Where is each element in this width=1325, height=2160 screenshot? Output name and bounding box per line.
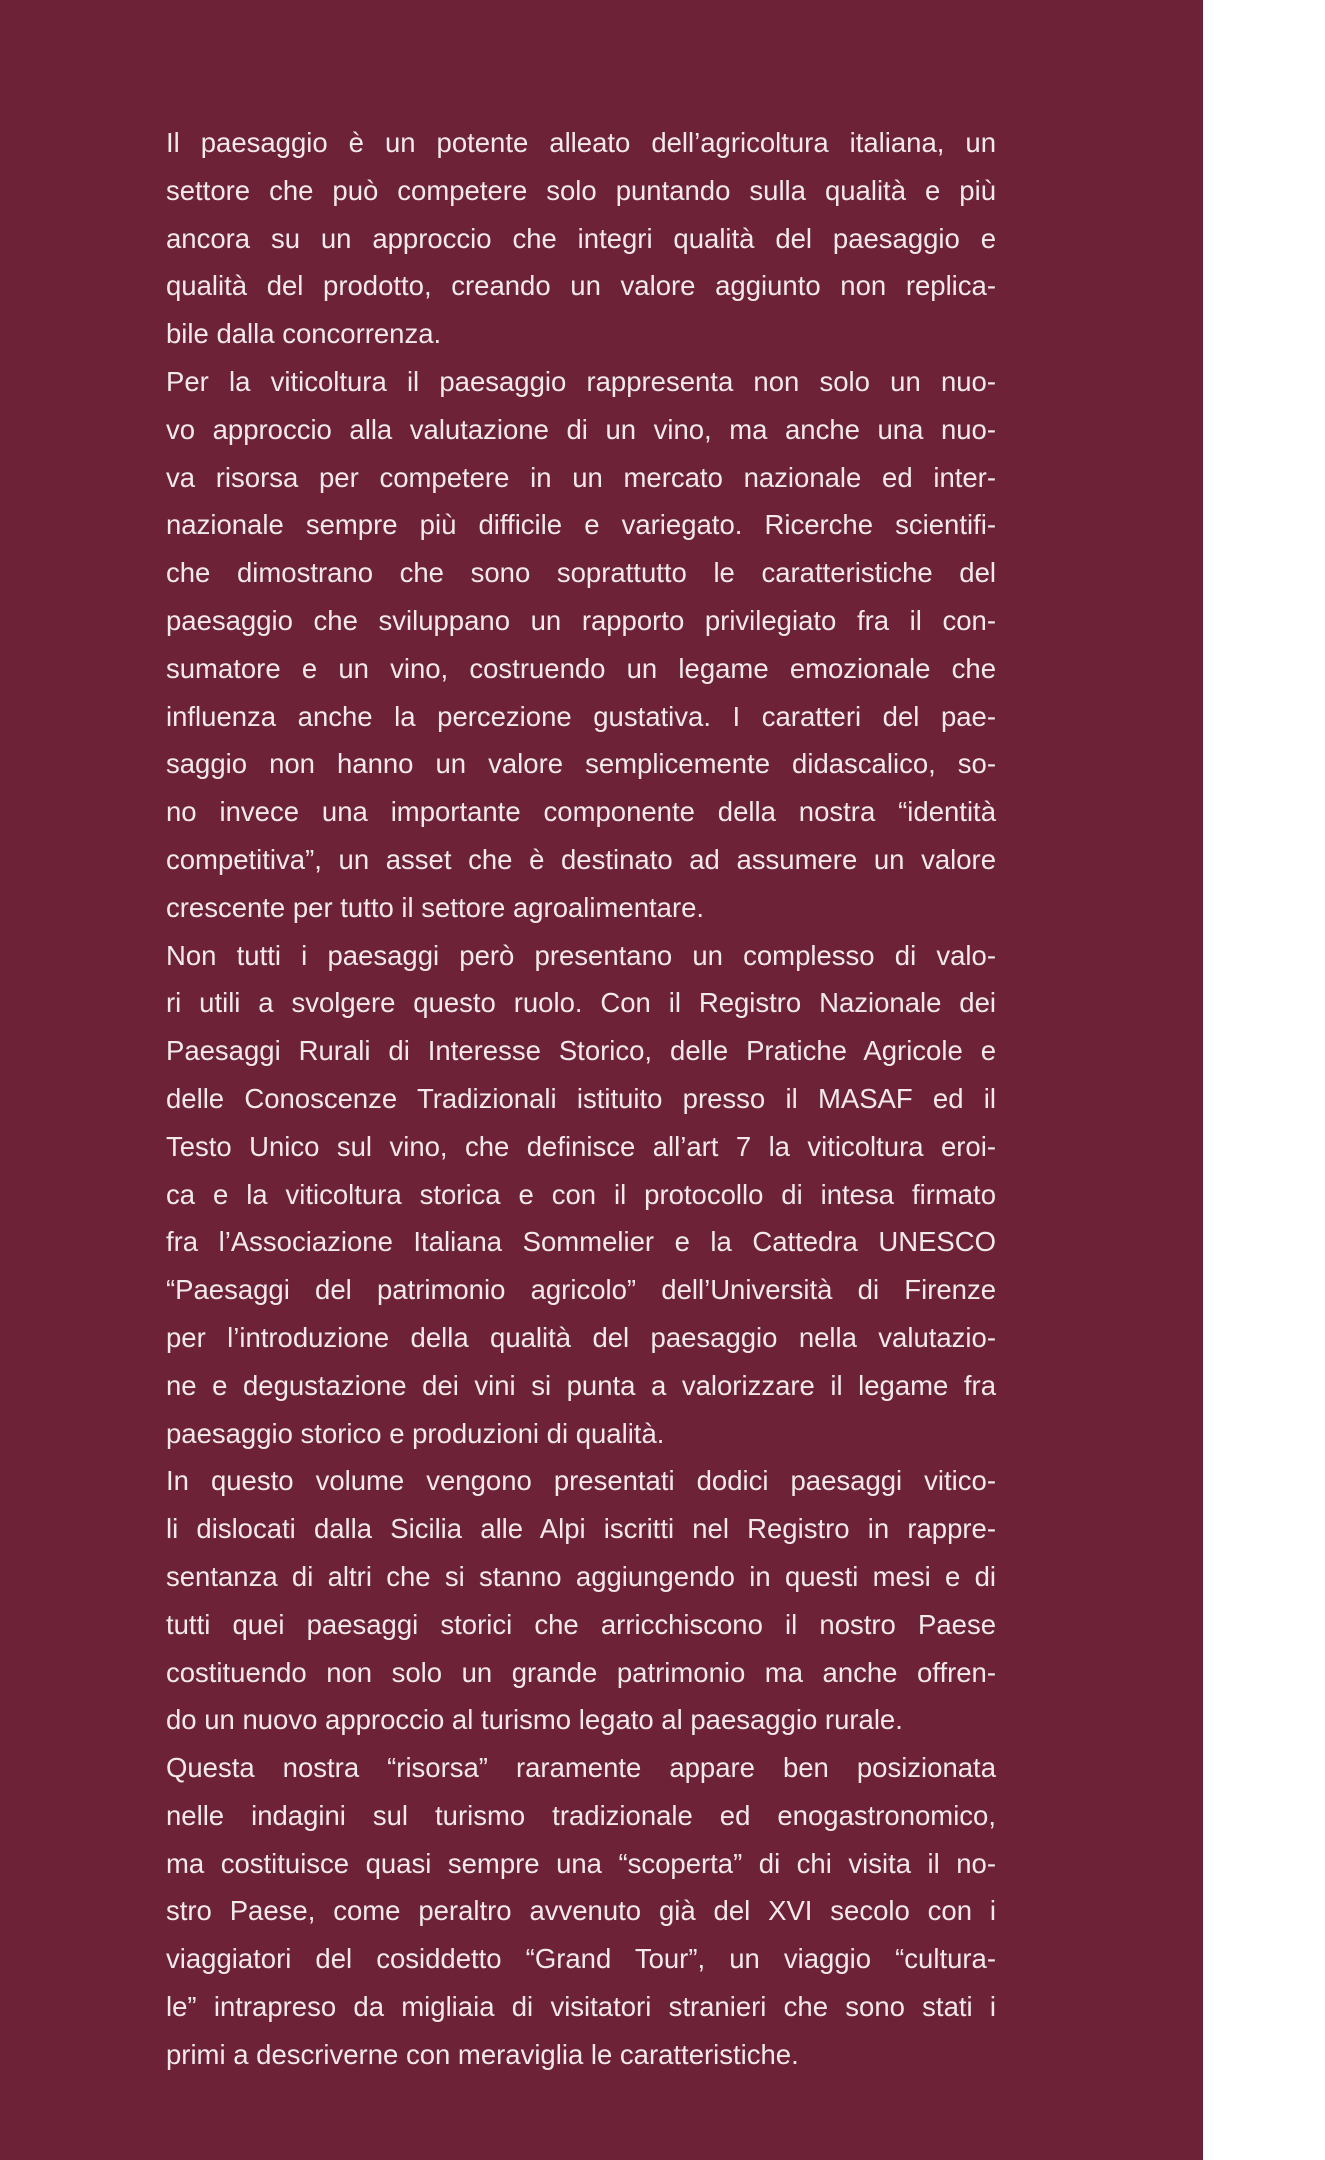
text-line: primi a descriverne con meraviglia le caratteristiche.	[166, 2038, 799, 2070]
text-line: qualità del prodotto, creando un valore aggiunto non replica-	[166, 270, 996, 302]
text-line: ma costituisce quasi sempre una “scoperta” di chi visita il no-	[166, 1847, 996, 1879]
text-line: ri utili a svolgere questo ruolo. Con il Registro Nazionale dei	[166, 987, 996, 1019]
text-line: Per la viticoltura il paesaggio rappresenta non solo un nuo-	[166, 365, 996, 397]
text-line: competitiva”, un asset che è destinato ad assumere un valore	[166, 843, 996, 875]
paragraph-5	[166, 1744, 996, 2079]
text-line: delle Conoscenze Tradizionali istituito presso il MASAF ed il	[166, 1082, 996, 1114]
text-line: ne e degustazione dei vini si punta a valorizzare il legame fra	[166, 1369, 996, 1401]
text-line: fra l’Associazione Italiana Sommelier e la Cattedra UNESCO	[166, 1226, 996, 1258]
paragraph-1	[166, 119, 996, 358]
text-line: le” intrapreso da migliaia di visitatori stranieri che sono stati i	[166, 1991, 996, 2023]
text-line: In questo volume vengono presentati dodici paesaggi vitico-	[166, 1465, 996, 1497]
text-line: ca e la viticoltura storica e con il protocollo di intesa firmato	[166, 1178, 996, 1210]
text-line: settore che può competere solo puntando sulla qualità e più	[166, 174, 996, 206]
text-line: Non tutti i paesaggi però presentano un complesso di valo-	[166, 939, 996, 971]
text-line: nelle indagini sul turismo tradizionale ed enogastronomico,	[166, 1799, 996, 1831]
text-line: nazionale sempre più difficile e variegato. Ricerche scientifi-	[166, 509, 996, 541]
text-line: paesaggio che sviluppano un rapporto privilegiato fra il con-	[166, 604, 996, 636]
text-line: costituendo non solo un grande patrimonio ma anche offren-	[166, 1656, 996, 1688]
paragraph-2	[166, 358, 996, 932]
text-line: Paesaggi Rurali di Interesse Storico, delle Pratiche Agricole e	[166, 1035, 996, 1067]
text-line: va risorsa per competere in un mercato nazionale ed inter-	[166, 461, 996, 493]
text-line: Testo Unico sul vino, che definisce all’art 7 la viticoltura eroi-	[166, 1130, 996, 1162]
text-line: paesaggio storico e produzioni di qualità.	[166, 1417, 665, 1449]
paragraph-4	[166, 1457, 996, 1744]
text-line: influenza anche la percezione gustativa. I caratteri del pae-	[166, 700, 996, 732]
text-line: Il paesaggio è un potente alleato dell’agricoltura italiana, un	[166, 127, 996, 158]
text-line: do un nuovo approccio al turismo legato al paesaggio rurale.	[166, 1704, 903, 1736]
text-line: sentanza di altri che si stanno aggiungendo in questi mesi e di	[166, 1560, 996, 1592]
text-line: Questa nostra “risorsa” raramente appare ben posizionata	[166, 1752, 996, 1784]
paragraph-3	[166, 932, 996, 1458]
text-line: bile dalla concorrenza.	[166, 318, 442, 350]
text-line: tutti quei paesaggi storici che arricchiscono il nostro Paese	[166, 1608, 996, 1640]
text-line: “Paesaggi del patrimonio agricolo” dell’Università di Firenze	[166, 1274, 996, 1306]
text-line: li dislocati dalla Sicilia alle Alpi iscritti nel Registro in rappre-	[166, 1513, 996, 1545]
text-line: che dimostrano che sono soprattutto le caratteristiche del	[166, 557, 996, 589]
text-line: no invece una importante componente della nostra “identità	[166, 796, 996, 828]
text-line: stro Paese, come peraltro avvenuto già del XVI secolo con i	[166, 1895, 996, 1927]
text-line: sumatore e un vino, costruendo un legame emozionale che	[166, 652, 996, 684]
text-line: vo approccio alla valutazione di un vino, ma anche una nuo-	[166, 413, 996, 445]
text-line: crescente per tutto il settore agroalimentare.	[166, 891, 705, 923]
text-line: saggio non hanno un valore semplicemente didascalico, so-	[166, 748, 996, 780]
text-line: per l’introduzione della qualità del paesaggio nella valutazio-	[166, 1321, 996, 1353]
text-line: viaggiatori del cosiddetto “Grand Tour”, un viaggio “cultura-	[166, 1943, 996, 1975]
body-text	[166, 119, 996, 2079]
text-line: ancora su un approccio che integri qualità del paesaggio e	[166, 222, 996, 254]
